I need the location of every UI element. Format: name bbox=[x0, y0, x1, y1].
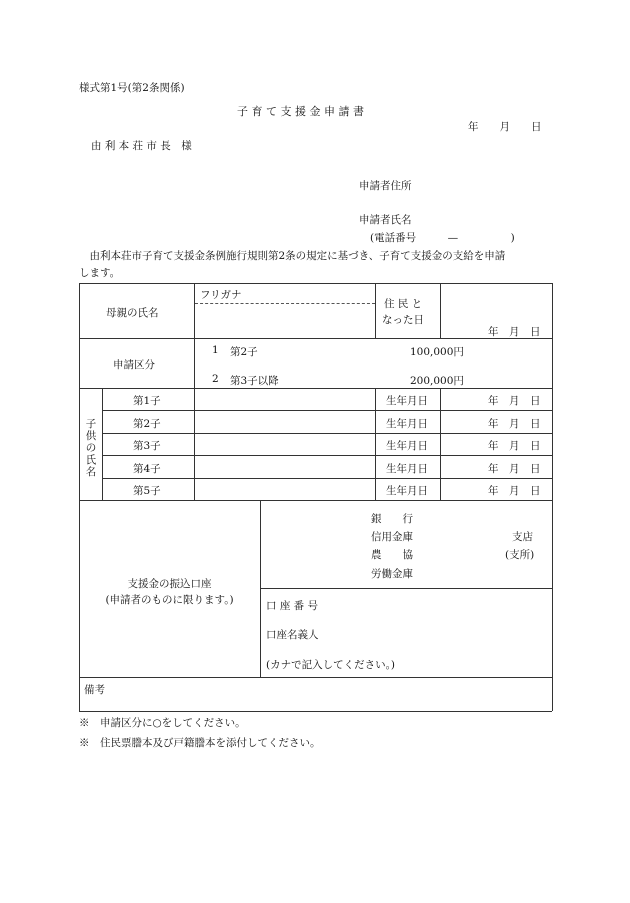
category-number: 2 bbox=[212, 373, 219, 385]
residence-label-line2: なった日 bbox=[382, 314, 424, 326]
category-option-label: 第2子 bbox=[230, 346, 258, 358]
children-group-label bbox=[80, 418, 102, 478]
child-name-input[interactable] bbox=[195, 456, 375, 478]
category-amount: 100,000円 bbox=[410, 346, 464, 358]
vertical-char: 氏 bbox=[85, 454, 97, 466]
category-amount: 200,000円 bbox=[410, 375, 464, 387]
vertical-char: 供 bbox=[85, 430, 97, 442]
birth-date-label: 生年月日 bbox=[386, 485, 428, 497]
account-number-input[interactable] bbox=[340, 592, 548, 614]
child-label: 第5子 bbox=[133, 485, 161, 497]
residence-date[interactable]: 年 月 日 bbox=[488, 326, 541, 338]
mother-name-input[interactable] bbox=[195, 304, 375, 338]
addressee: 由 利 本 荘 市 長 様 bbox=[91, 140, 192, 152]
birth-date-label: 生年月日 bbox=[386, 440, 428, 452]
institution-agri-coop[interactable]: 農 協 bbox=[371, 549, 413, 561]
residence-label-line1: 住 民 と bbox=[384, 298, 423, 310]
child-name-input[interactable] bbox=[195, 479, 375, 500]
child-birth-date[interactable]: 年 月 日 bbox=[488, 395, 541, 407]
child-birth-date[interactable]: 年 月 日 bbox=[488, 418, 541, 430]
vertical-char: の bbox=[85, 442, 97, 454]
branch-alt-label: (支所) bbox=[505, 549, 535, 561]
category-option-2[interactable] bbox=[200, 370, 490, 388]
intro-text-line1: 由利本荘市子育て支援金条例施行規則第2条の規定に基づき、子育て支援金の支給を申請 bbox=[79, 250, 506, 262]
account-holder-label: 口座名義人 bbox=[266, 629, 319, 641]
birth-date-label: 生年月日 bbox=[386, 395, 428, 407]
child-name-input[interactable] bbox=[195, 434, 375, 455]
child-label: 第2子 bbox=[133, 418, 161, 430]
applicant-address-label: 申請者住所 bbox=[359, 180, 412, 192]
furigana-label: フリガナ bbox=[200, 289, 242, 301]
page-title: 子 育 て 支 援 金 申 請 書 bbox=[237, 105, 364, 118]
institution-labor-bank[interactable]: 労働金庫 bbox=[371, 568, 413, 580]
child-name-input[interactable] bbox=[195, 389, 375, 410]
vertical-char: 名 bbox=[85, 466, 97, 478]
applicant-name-label: 申請者氏名 bbox=[359, 214, 412, 226]
category-option-1[interactable] bbox=[200, 341, 490, 359]
category-option-label: 第3子以降 bbox=[230, 375, 279, 387]
date-line[interactable]: 年 月 日 bbox=[468, 121, 542, 133]
account-holder-input[interactable] bbox=[340, 620, 548, 642]
vertical-char: 子 bbox=[85, 418, 97, 430]
child-birth-date[interactable]: 年 月 日 bbox=[488, 463, 541, 475]
child-birth-date[interactable]: 年 月 日 bbox=[488, 485, 541, 497]
remarks-input[interactable] bbox=[110, 679, 550, 709]
form-number: 様式第1号(第2条関係) bbox=[79, 82, 185, 94]
applicant-phone-label[interactable]: (電話番号 — ) bbox=[370, 232, 515, 244]
mother-name-label: 母親の氏名 bbox=[106, 307, 159, 319]
note-line: ※ 住民票謄本及び戸籍謄本を添付してください。 bbox=[79, 737, 321, 749]
kana-note: (カナで記入してください。) bbox=[266, 659, 395, 671]
child-label: 第3子 bbox=[133, 440, 161, 452]
child-label: 第4子 bbox=[133, 463, 161, 475]
note-line: ※ 申請区分に○をしてください。 bbox=[79, 717, 246, 729]
child-birth-date[interactable]: 年 月 日 bbox=[488, 440, 541, 452]
institution-bank[interactable]: 銀 行 bbox=[371, 513, 413, 525]
remarks-label: 備考 bbox=[84, 684, 105, 696]
intro-text-line2: します。 bbox=[79, 267, 121, 279]
category-label: 申請区分 bbox=[113, 359, 155, 371]
furigana-input[interactable] bbox=[195, 284, 375, 303]
branch-label: 支店 bbox=[512, 531, 533, 543]
birth-date-label: 生年月日 bbox=[386, 463, 428, 475]
child-name-input[interactable] bbox=[195, 411, 375, 433]
bank-name-input[interactable] bbox=[262, 502, 367, 586]
institution-credit-union[interactable]: 信用金庫 bbox=[371, 531, 413, 543]
category-number: 1 bbox=[212, 344, 219, 356]
child-label: 第1子 bbox=[133, 395, 161, 407]
birth-date-label: 生年月日 bbox=[386, 418, 428, 430]
bank-account-note: (申請者のものに限ります。) bbox=[105, 594, 234, 606]
bank-account-label: 支援金の振込口座 bbox=[127, 578, 212, 590]
account-number-label: 口 座 番 号 bbox=[266, 600, 319, 612]
